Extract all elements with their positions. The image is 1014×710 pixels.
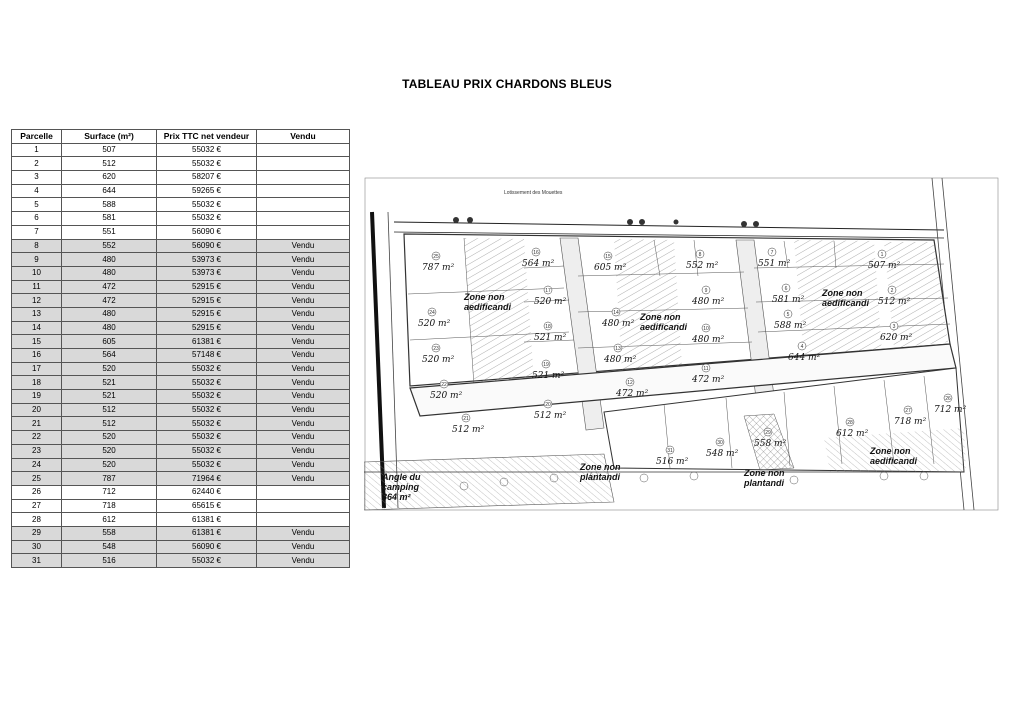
lot-number: 22 — [441, 382, 447, 388]
cell-parcelle: 18 — [12, 376, 62, 390]
cell-surface: 480 — [62, 253, 157, 267]
cell-vendu: Vendu — [257, 253, 350, 267]
table-row — [12, 526, 350, 540]
cell-prix: 56090 € — [157, 225, 257, 239]
cell-prix: 55032 € — [157, 458, 257, 472]
cell-prix: 55032 € — [157, 143, 257, 157]
cell-surface: 512 — [62, 417, 157, 431]
lot-area: 605 m² — [594, 263, 627, 273]
table-row — [12, 431, 350, 445]
cell-surface: 552 — [62, 239, 157, 253]
cell-prix: 58207 € — [157, 171, 257, 185]
lot-area: 516 m² — [656, 457, 689, 467]
lot-area: 612 m² — [836, 429, 869, 439]
cell-surface: 718 — [62, 499, 157, 513]
cell-vendu: Vendu — [257, 376, 350, 390]
cell-surface: 512 — [62, 403, 157, 417]
zone-label-2b: aedificandi — [640, 322, 688, 332]
lot-area: 472 m² — [616, 389, 649, 399]
cell-vendu — [257, 499, 350, 513]
lot-area: 712 m² — [934, 405, 967, 415]
table-header-row — [12, 130, 350, 144]
lot-area: 512 m² — [878, 297, 911, 307]
table-row — [12, 444, 350, 458]
cell-vendu: Vendu — [257, 390, 350, 404]
cell-surface: 512 — [62, 157, 157, 171]
table-row — [12, 198, 350, 212]
cell-parcelle: 6 — [12, 212, 62, 226]
cell-surface: 520 — [62, 431, 157, 445]
cell-surface: 520 — [62, 458, 157, 472]
lot-number: 26 — [945, 396, 951, 402]
cell-surface: 548 — [62, 540, 157, 554]
cell-parcelle: 13 — [12, 307, 62, 321]
cell-parcelle: 5 — [12, 198, 62, 212]
lot-number: 29 — [765, 430, 771, 436]
cell-parcelle: 20 — [12, 403, 62, 417]
cell-prix: 52915 € — [157, 307, 257, 321]
table-row — [12, 362, 350, 376]
column-header-surface: Surface (m²) — [62, 130, 157, 144]
lot-area: 480 m² — [692, 335, 725, 345]
table-row — [12, 184, 350, 198]
cell-prix: 59265 € — [157, 184, 257, 198]
cell-vendu: Vendu — [257, 526, 350, 540]
cell-vendu — [257, 485, 350, 499]
zone-label-5a: Zone non — [580, 462, 621, 472]
cell-parcelle: 23 — [12, 444, 62, 458]
lot-area: 552 m² — [686, 261, 719, 271]
table-row — [12, 294, 350, 308]
cell-vendu: Vendu — [257, 362, 350, 376]
cell-vendu: Vendu — [257, 239, 350, 253]
cell-parcelle: 28 — [12, 513, 62, 527]
cell-parcelle: 2 — [12, 157, 62, 171]
lot-area: 558 m² — [754, 439, 787, 449]
lot-number: 25 — [433, 254, 439, 260]
cell-vendu: Vendu — [257, 431, 350, 445]
table-row — [12, 307, 350, 321]
column-header-prix: Prix TTC net vendeur — [157, 130, 257, 144]
cell-prix: 61381 € — [157, 526, 257, 540]
cell-vendu: Vendu — [257, 554, 350, 568]
lot-area: 520 m² — [422, 355, 455, 365]
cell-vendu: Vendu — [257, 307, 350, 321]
cell-parcelle: 7 — [12, 225, 62, 239]
cell-surface: 521 — [62, 376, 157, 390]
cell-surface: 787 — [62, 472, 157, 486]
zone-label-3a: Zone non — [822, 288, 863, 298]
corner-label-1: Angle du — [382, 472, 421, 482]
lot-number: 18 — [545, 324, 551, 330]
zone-label-6a: Zone non — [744, 468, 785, 478]
table-row — [12, 376, 350, 390]
lot-area: 480 m² — [604, 355, 637, 365]
lot-number: 12 — [627, 380, 633, 386]
price-table — [11, 129, 350, 568]
cell-prix: 61381 € — [157, 513, 257, 527]
cell-surface: 480 — [62, 266, 157, 280]
cell-prix: 57148 € — [157, 349, 257, 363]
table-row — [12, 143, 350, 157]
cell-surface: 480 — [62, 321, 157, 335]
cell-parcelle: 12 — [12, 294, 62, 308]
lot-number: 5 — [786, 312, 790, 318]
cell-parcelle: 11 — [12, 280, 62, 294]
cell-parcelle: 1 — [12, 143, 62, 157]
site-plan — [364, 172, 1000, 512]
lot-number: 10 — [703, 326, 709, 332]
cell-prix: 53973 € — [157, 253, 257, 267]
table-row — [12, 266, 350, 280]
cell-surface: 612 — [62, 513, 157, 527]
table-row — [12, 390, 350, 404]
cell-prix: 56090 € — [157, 239, 257, 253]
cell-surface: 520 — [62, 362, 157, 376]
cell-prix: 55032 € — [157, 390, 257, 404]
cell-vendu — [257, 143, 350, 157]
cell-parcelle: 16 — [12, 349, 62, 363]
lot-number: 19 — [543, 362, 549, 368]
cell-surface: 480 — [62, 307, 157, 321]
page-title: TABLEAU PRIX CHARDONS BLEUS — [402, 77, 612, 91]
hatch-zone-2 — [614, 239, 682, 372]
zone-label-3b: aedificandi — [822, 298, 870, 308]
cell-parcelle: 4 — [12, 184, 62, 198]
lot-number: 6 — [784, 286, 788, 292]
cell-parcelle: 3 — [12, 171, 62, 185]
cell-surface: 581 — [62, 212, 157, 226]
lot-area: 581 m² — [772, 295, 805, 305]
cell-prix: 55032 € — [157, 431, 257, 445]
cell-prix: 52915 € — [157, 280, 257, 294]
table-row — [12, 485, 350, 499]
cell-parcelle: 29 — [12, 526, 62, 540]
lot-number: 30 — [717, 440, 723, 446]
cell-prix: 55032 € — [157, 376, 257, 390]
lot-number: 16 — [533, 250, 539, 256]
cell-parcelle: 31 — [12, 554, 62, 568]
table-row — [12, 472, 350, 486]
cell-prix: 52915 € — [157, 321, 257, 335]
lot-area: 564 m² — [522, 259, 555, 269]
cell-surface: 712 — [62, 485, 157, 499]
cell-prix: 62440 € — [157, 485, 257, 499]
table-row — [12, 253, 350, 267]
cell-vendu: Vendu — [257, 472, 350, 486]
cell-surface: 588 — [62, 198, 157, 212]
cell-prix: 55032 € — [157, 444, 257, 458]
table-row — [12, 554, 350, 568]
lot-number: 1 — [880, 252, 884, 258]
cell-vendu — [257, 212, 350, 226]
cell-prix: 65615 € — [157, 499, 257, 513]
cell-vendu — [257, 198, 350, 212]
cell-vendu: Vendu — [257, 349, 350, 363]
cell-prix: 55032 € — [157, 417, 257, 431]
cell-parcelle: 14 — [12, 321, 62, 335]
cell-parcelle: 21 — [12, 417, 62, 431]
cell-vendu: Vendu — [257, 444, 350, 458]
cell-parcelle: 24 — [12, 458, 62, 472]
lot-area: 520 m² — [534, 297, 567, 307]
table-row — [12, 458, 350, 472]
lot-number: 8 — [698, 252, 702, 258]
site-plan-drawing — [364, 172, 1000, 512]
table-row — [12, 349, 350, 363]
table-row — [12, 171, 350, 185]
cell-surface: 551 — [62, 225, 157, 239]
cell-vendu: Vendu — [257, 294, 350, 308]
cell-vendu: Vendu — [257, 335, 350, 349]
lot-number: 23 — [433, 346, 439, 352]
lot-number: 17 — [545, 288, 551, 294]
cell-surface: 520 — [62, 444, 157, 458]
table-row — [12, 280, 350, 294]
cell-prix: 55032 € — [157, 403, 257, 417]
lot-number: 9 — [704, 288, 708, 294]
lot-area: 472 m² — [692, 375, 725, 385]
cell-vendu — [257, 513, 350, 527]
cell-parcelle: 30 — [12, 540, 62, 554]
lot-area: 521 m² — [534, 333, 567, 343]
cell-prix: 71964 € — [157, 472, 257, 486]
lot-area: 548 m² — [706, 449, 739, 459]
table-row — [12, 335, 350, 349]
cell-vendu: Vendu — [257, 403, 350, 417]
table-row — [12, 239, 350, 253]
zone-label-5b: plantandi — [580, 472, 620, 482]
table-row — [12, 157, 350, 171]
zone-label-6b: plantandi — [744, 478, 784, 488]
cell-parcelle: 19 — [12, 390, 62, 404]
cell-vendu: Vendu — [257, 540, 350, 554]
lot-number: 14 — [613, 310, 619, 316]
zone-label-1b: aedificandi — [464, 302, 512, 312]
cell-parcelle: 15 — [12, 335, 62, 349]
cell-surface: 620 — [62, 171, 157, 185]
cell-parcelle: 10 — [12, 266, 62, 280]
cell-prix: 55032 € — [157, 157, 257, 171]
cell-prix: 55032 € — [157, 362, 257, 376]
cell-prix: 52915 € — [157, 294, 257, 308]
cell-parcelle: 22 — [12, 431, 62, 445]
zone-label-4b: aedificandi — [870, 456, 918, 466]
cell-surface: 644 — [62, 184, 157, 198]
cell-surface: 564 — [62, 349, 157, 363]
table-row — [12, 225, 350, 239]
cell-prix: 56090 € — [157, 540, 257, 554]
cell-vendu — [257, 157, 350, 171]
lot-number: 4 — [800, 344, 804, 350]
lot-area: 512 m² — [452, 425, 485, 435]
lot-area: 520 m² — [418, 319, 451, 329]
cell-surface: 558 — [62, 526, 157, 540]
cell-vendu: Vendu — [257, 458, 350, 472]
cell-prix: 61381 € — [157, 335, 257, 349]
lot-area: 588 m² — [774, 321, 807, 331]
cell-prix: 53973 € — [157, 266, 257, 280]
lot-area: 507 m² — [868, 261, 901, 271]
cell-surface: 516 — [62, 554, 157, 568]
lot-number: 3 — [892, 324, 896, 330]
cell-vendu: Vendu — [257, 266, 350, 280]
lot-number: 20 — [545, 402, 551, 408]
cell-prix: 55032 € — [157, 554, 257, 568]
lot-area: 512 m² — [534, 411, 567, 421]
lot-number: 11 — [703, 366, 709, 372]
corner-label-2: camping — [382, 482, 420, 492]
cell-vendu — [257, 171, 350, 185]
zone-label-4a: Zone non — [870, 446, 911, 456]
cell-parcelle: 25 — [12, 472, 62, 486]
lot-area: 787 m² — [422, 263, 455, 273]
table-row — [12, 513, 350, 527]
zone-label-1a: Zone non — [464, 292, 505, 302]
cell-prix: 55032 € — [157, 212, 257, 226]
cell-prix: 55032 € — [157, 198, 257, 212]
lot-area: 480 m² — [692, 297, 725, 307]
lot-number: 31 — [667, 448, 673, 454]
lot-number: 15 — [605, 254, 611, 260]
table-row — [12, 321, 350, 335]
cell-surface: 605 — [62, 335, 157, 349]
lot-area: 551 m² — [758, 259, 791, 269]
corner-label-3: 364 m² — [382, 492, 411, 502]
cell-surface: 507 — [62, 143, 157, 157]
lot-number: 2 — [890, 288, 894, 294]
cell-vendu: Vendu — [257, 280, 350, 294]
cell-parcelle: 9 — [12, 253, 62, 267]
lot-area: 644 m² — [788, 353, 821, 363]
table-row — [12, 417, 350, 431]
lot-number: 7 — [770, 250, 774, 256]
table-row — [12, 540, 350, 554]
cell-surface: 472 — [62, 294, 157, 308]
lot-number: 27 — [905, 408, 911, 414]
cell-vendu: Vendu — [257, 321, 350, 335]
lot-area: 480 m² — [602, 319, 635, 329]
lot-number: 24 — [429, 310, 435, 316]
lot-area: 718 m² — [894, 417, 927, 427]
zone-label-2a: Zone non — [640, 312, 681, 322]
cell-surface: 521 — [62, 390, 157, 404]
lot-area: 520 m² — [430, 391, 463, 401]
table-body — [12, 143, 350, 567]
cell-parcelle: 27 — [12, 499, 62, 513]
cell-vendu — [257, 225, 350, 239]
lot-number: 21 — [463, 416, 469, 422]
table-row — [12, 212, 350, 226]
cell-vendu — [257, 184, 350, 198]
lot-number: 13 — [615, 346, 621, 352]
lot-area: 620 m² — [880, 333, 913, 343]
cell-parcelle: 26 — [12, 485, 62, 499]
plan-heading: Lotissement des Mouettes — [504, 190, 563, 196]
cell-parcelle: 8 — [12, 239, 62, 253]
cell-vendu: Vendu — [257, 417, 350, 431]
table-row — [12, 499, 350, 513]
lot-number: 28 — [847, 420, 853, 426]
cell-surface: 472 — [62, 280, 157, 294]
lot-area: 521 m² — [532, 371, 565, 381]
column-header-vendu: Vendu — [257, 130, 350, 144]
cell-parcelle: 17 — [12, 362, 62, 376]
column-header-parcelle: Parcelle — [12, 130, 62, 144]
table-row — [12, 403, 350, 417]
